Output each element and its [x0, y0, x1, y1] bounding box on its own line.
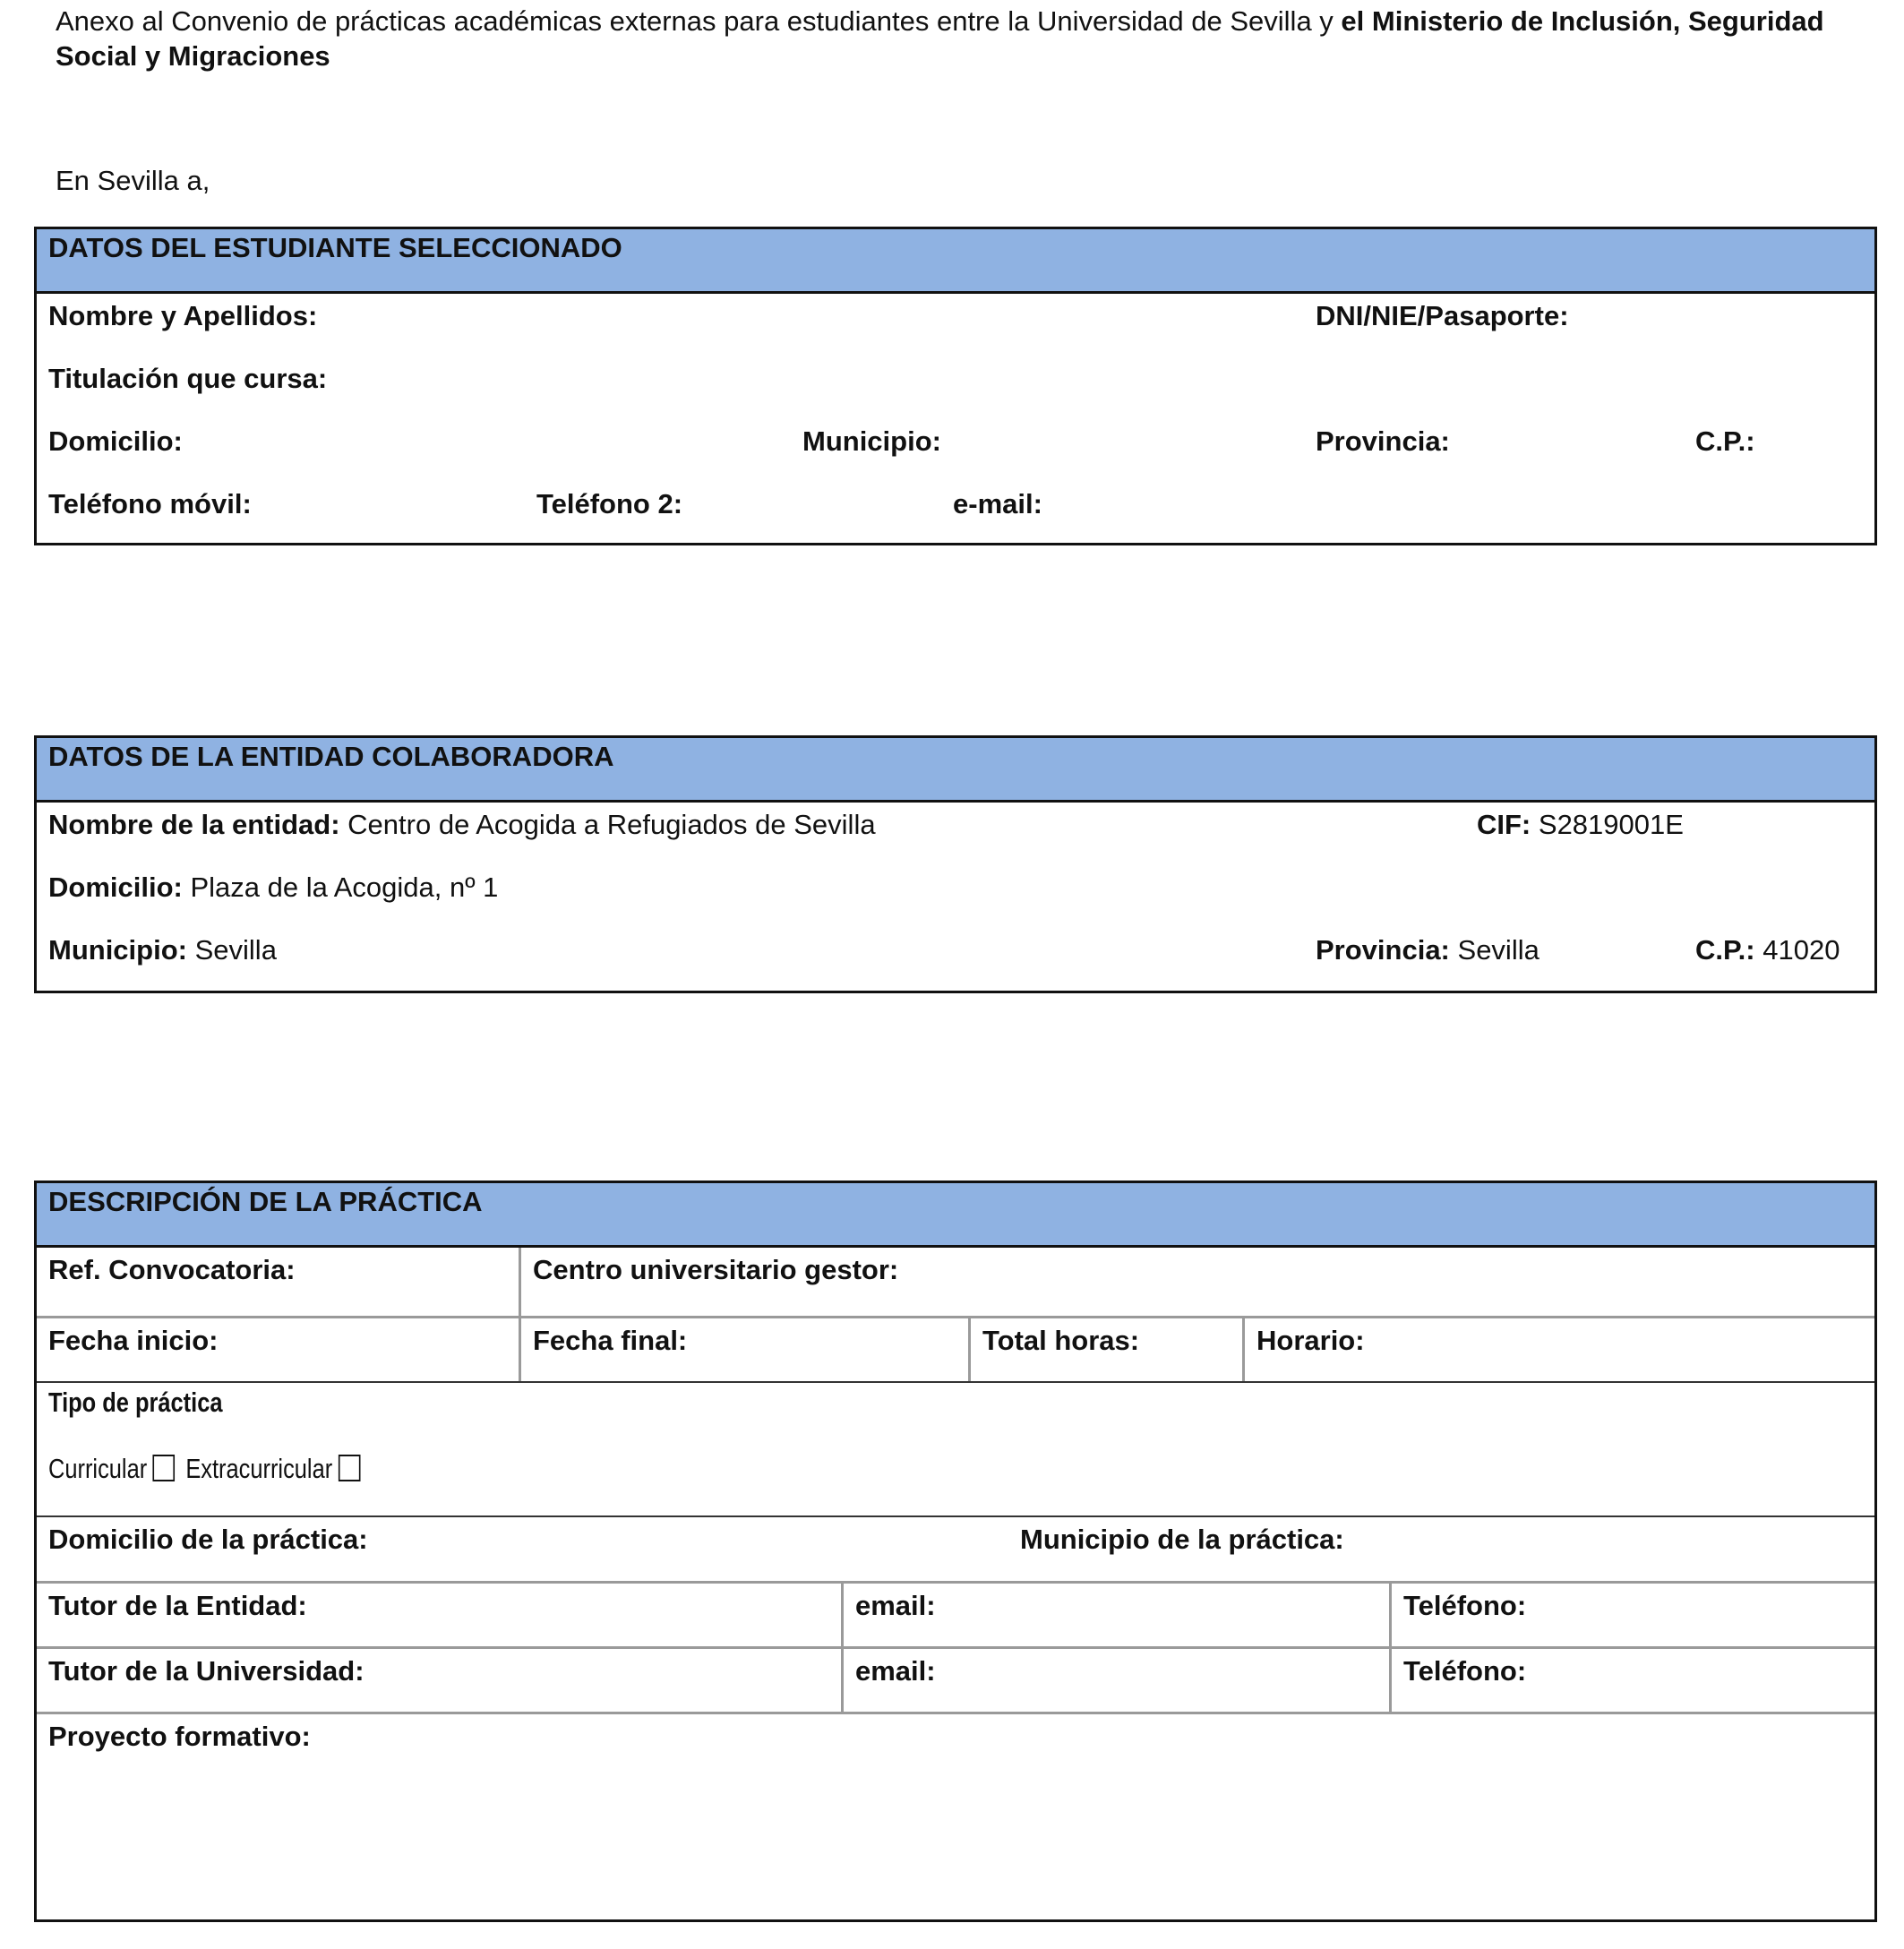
entity-province-field: [1316, 934, 1539, 966]
entity-section-header: DATOS DE LA ENTIDAD COLABORADORA: [37, 738, 1874, 803]
practice-section-header: DESCRIPCIÓN DE LA PRÁCTICA: [37, 1183, 1874, 1248]
entity-name-field: [48, 809, 876, 841]
entity-address-value: Plaza de la Acogida, nº 1: [190, 871, 499, 903]
practice-type-options: [48, 1453, 434, 1487]
entity-section: [34, 735, 1877, 993]
entity-city-value: Sevilla: [194, 934, 277, 966]
student-section: [34, 227, 1877, 545]
uni-tutor-phone-label: Teléfono:: [1389, 1649, 1874, 1712]
student-email-label: e-mail:: [953, 488, 1042, 519]
practice-ref-label: Ref. Convocatoria:: [48, 1254, 296, 1285]
practice-type-block: [37, 1381, 1874, 1515]
practice-type-options-inner: [48, 1453, 365, 1487]
entity-postcode-value: 41020: [1762, 934, 1840, 966]
practice-end-label: Fecha final:: [519, 1318, 968, 1381]
practice-project-block: [37, 1712, 1874, 1918]
entity-cif-value: S2819001E: [1538, 809, 1684, 840]
practice-schedule-label: Horario:: [1242, 1318, 1874, 1381]
entity-province-label: Provincia:: [1316, 934, 1450, 966]
student-row-address: [37, 419, 1874, 482]
entity-name-value: Centro de Acogida a Refugiados de Sevilla: [347, 809, 876, 840]
extracurricular-checkbox[interactable]: [339, 1455, 361, 1481]
practice-row-uni-tutor: [37, 1646, 1874, 1712]
student-row-phones: [37, 482, 1874, 545]
entity-city-field: [48, 934, 277, 966]
student-degree-label: Titulación que cursa:: [48, 363, 328, 394]
entity-row-address: [37, 865, 1874, 928]
uni-tutor-label: Tutor de la Universidad:: [48, 1655, 365, 1687]
curricular-label: Curricular: [48, 1453, 148, 1484]
student-section-header: DATOS DEL ESTUDIANTE SELECCIONADO: [37, 229, 1874, 294]
place-date: En Sevilla a,: [56, 165, 210, 196]
project-label: Proyecto formativo:: [48, 1721, 311, 1752]
practice-row-entity-tutor: [37, 1581, 1874, 1646]
student-row-name: [37, 294, 1874, 356]
entity-cif-field: [1477, 809, 1684, 841]
entity-name-label: Nombre de la entidad:: [48, 809, 340, 840]
practice-row-ref: [37, 1248, 1874, 1316]
practice-center-label: Centro universitario gestor:: [519, 1248, 1874, 1316]
entity-city-label: Municipio:: [48, 934, 187, 966]
student-province-label: Provincia:: [1316, 425, 1450, 457]
entity-cif-label: CIF:: [1477, 809, 1531, 840]
practice-start-label: Fecha inicio:: [48, 1325, 219, 1356]
entity-province-value: Sevilla: [1457, 934, 1539, 966]
student-address-label: Domicilio:: [48, 425, 183, 457]
student-mobile-label: Teléfono móvil:: [48, 488, 252, 519]
intro-bold-text: el Ministerio de Inclusión, Seguridad Social y Migraciones: [56, 5, 1824, 72]
student-postcode-label: C.P.:: [1695, 425, 1755, 457]
student-name-label: Nombre y Apellidos:: [48, 300, 318, 331]
practice-city-label: Municipio de la práctica:: [1020, 1524, 1344, 1555]
entity-row-name: [37, 803, 1874, 865]
student-phone2-label: Teléfono 2:: [536, 488, 683, 519]
student-city-label: Municipio:: [802, 425, 941, 457]
intro-text: Anexo al Convenio de prácticas académicas externas para estudiantes entre la Universidad de Sevilla y: [56, 5, 1342, 37]
practice-hours-label: Total horas:: [968, 1318, 1242, 1381]
entity-tutor-label: Tutor de la Entidad:: [48, 1590, 307, 1621]
entity-row-location: [37, 928, 1874, 991]
practice-row-dates: [37, 1316, 1874, 1381]
curricular-checkbox[interactable]: [153, 1455, 176, 1481]
practice-type-label: Tipo de práctica: [48, 1387, 223, 1418]
practice-section: [34, 1181, 1877, 1922]
entity-postcode-label: C.P.:: [1695, 934, 1755, 966]
entity-address-label: Domicilio:: [48, 871, 183, 903]
practice-address-label: Domicilio de la práctica:: [48, 1524, 368, 1555]
practice-row-location: [37, 1515, 1874, 1581]
student-id-label: DNI/NIE/Pasaporte:: [1316, 300, 1569, 331]
practice-type-heading: [48, 1387, 261, 1419]
entity-postcode-field: [1695, 934, 1840, 966]
intro-paragraph: [56, 4, 1838, 73]
student-row-degree: [37, 356, 1874, 419]
entity-tutor-email-label: email:: [841, 1584, 1389, 1646]
entity-tutor-phone-label: Teléfono:: [1389, 1584, 1874, 1646]
extracurricular-label: Extracurricular: [185, 1453, 333, 1484]
entity-address-field: [48, 871, 498, 904]
uni-tutor-email-label: email:: [841, 1649, 1389, 1712]
